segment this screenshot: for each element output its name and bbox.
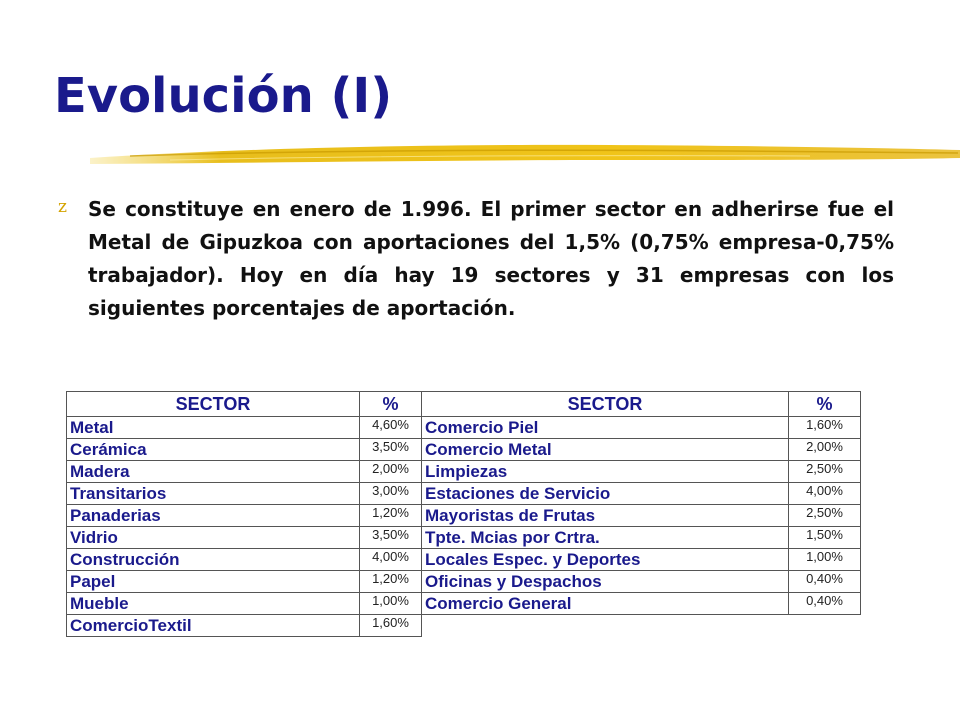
sector-name-cell: Madera (67, 461, 360, 483)
table-header-row (67, 392, 861, 417)
sector-name-cell: Papel (67, 571, 360, 593)
percentage-cell: 4,00% (360, 549, 422, 571)
sector-name-cell: Metal (67, 417, 360, 439)
sector-name-cell: Mayoristas de Frutas (422, 505, 789, 527)
header-sector-left: SECTOR (67, 392, 360, 417)
table-row (67, 549, 861, 571)
sector-name-cell: Oficinas y Despachos (422, 571, 789, 593)
sector-name-cell: Locales Espec. y Deportes (422, 549, 789, 571)
sector-name-cell: ComercioTextil (67, 615, 360, 637)
empty-cell (789, 615, 861, 637)
percentage-cell: 3,00% (360, 483, 422, 505)
sector-name-cell: Comercio Piel (422, 417, 789, 439)
sector-name-cell: Comercio General (422, 593, 789, 615)
header-pct-right: % (789, 392, 861, 417)
percentage-cell: 1,50% (789, 527, 861, 549)
percentage-cell: 2,50% (789, 505, 861, 527)
percentage-cell: 1,20% (360, 505, 422, 527)
percentage-cell: 1,00% (789, 549, 861, 571)
sector-name-cell: Comercio Metal (422, 439, 789, 461)
table-row (67, 505, 861, 527)
sector-name-cell: Cerámica (67, 439, 360, 461)
percentage-cell: 4,60% (360, 417, 422, 439)
percentage-cell: 4,00% (789, 483, 861, 505)
table-row (67, 593, 861, 615)
sector-name-cell: Mueble (67, 593, 360, 615)
percentage-cell: 1,20% (360, 571, 422, 593)
z-bullet-icon: z (58, 197, 67, 217)
table-row (67, 527, 861, 549)
bullet-paragraph (58, 193, 894, 325)
sector-name-cell: Limpiezas (422, 461, 789, 483)
sector-name-cell: Tpte. Mcias por Crtra. (422, 527, 789, 549)
percentage-cell: 0,40% (789, 593, 861, 615)
percentage-cell: 1,60% (789, 417, 861, 439)
table-row (67, 439, 861, 461)
table-row (67, 571, 861, 593)
sector-name-cell: Estaciones de Servicio (422, 483, 789, 505)
percentage-cell: 1,00% (360, 593, 422, 615)
percentage-cell: 3,50% (360, 439, 422, 461)
empty-cell (422, 615, 789, 637)
header-pct-left: % (360, 392, 422, 417)
bullet-text: Se constituye en enero de 1.996. El primer sector en adherirse fue el Metal de Gipuzkoa con aportaciones del 1,5% (0,75% empresa-0,75% trabajador). Hoy en día hay 19 sectores y 31 empresas con los siguientes porcentajes de aportación. (88, 197, 894, 320)
percentage-cell: 2,00% (789, 439, 861, 461)
header-sector-right: SECTOR (422, 392, 789, 417)
percentage-cell: 1,60% (360, 615, 422, 637)
slide-title: Evolución (I) (54, 68, 393, 124)
sector-name-cell: Transitarios (67, 483, 360, 505)
percentage-cell: 3,50% (360, 527, 422, 549)
table-row (67, 461, 861, 483)
sector-name-cell: Construcción (67, 549, 360, 571)
table-row (67, 615, 861, 637)
percentage-cell: 0,40% (789, 571, 861, 593)
sector-name-cell: Vidrio (67, 527, 360, 549)
percentage-cell: 2,00% (360, 461, 422, 483)
percentage-cell: 2,50% (789, 461, 861, 483)
table-row (67, 417, 861, 439)
sector-name-cell: Panaderias (67, 505, 360, 527)
gold-brush-stroke-decoration (90, 136, 960, 176)
table-row (67, 483, 861, 505)
sector-contribution-table (66, 391, 861, 637)
